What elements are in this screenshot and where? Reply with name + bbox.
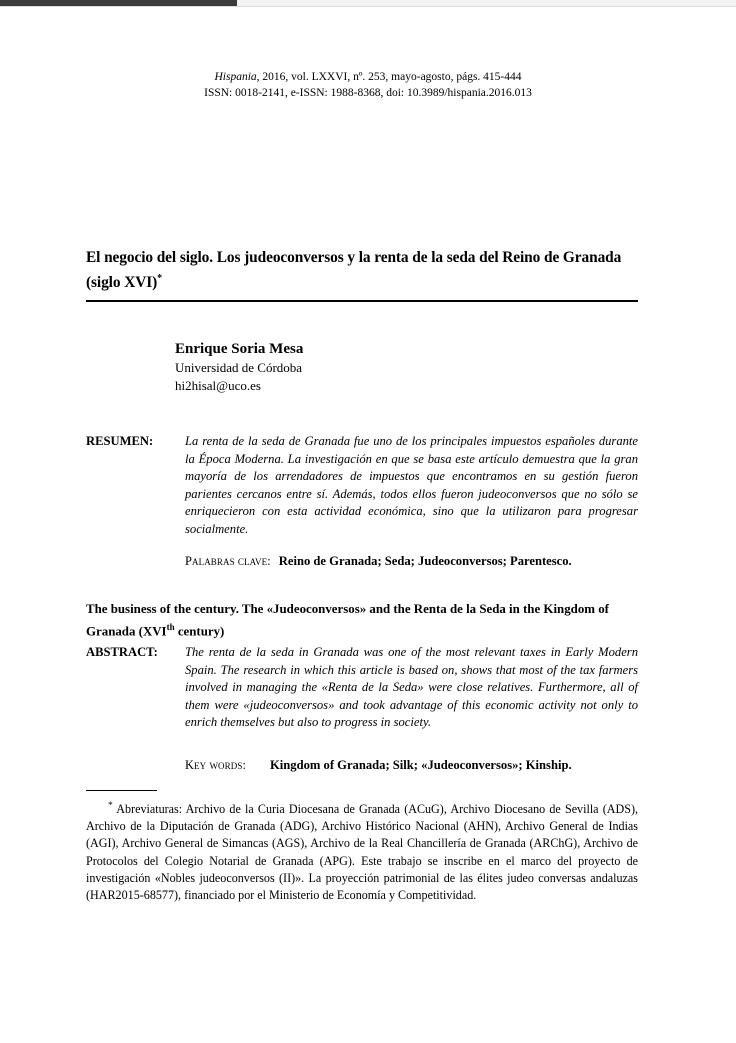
footnote-block <box>86 798 638 904</box>
key-words-label: Key words: <box>185 758 246 772</box>
journal-citation-line <box>0 69 736 85</box>
abstract-label: ABSTRACT: <box>86 645 158 659</box>
footnote-text: Abreviaturas: Archivo de la Curia Diocesana de Granada (ACuG), Archivo Diocesano de Sevilla (ADS), Archivo de la Diputación de Granada (ADG), Archivo Histórico Nacional (AHN), Archivo General de Indias (AGI), Archivo General de Simancas (AGS), Archivo de la Real Chancillería de Granada (ARChG), Archivo de Protocolos del Colegio Notarial de Granada (APG). Este trabajo se inscribe en el marco del proyecto de investigación «Nobles judeoconversos (II)». La proyección patrimonial de las élites judeo conversas andaluzas (HAR2015-68577), financiado por el Ministerio de Economía y Competitividad. <box>86 802 638 903</box>
scrollbar-thumb[interactable] <box>0 0 237 6</box>
resumen-label: RESUMEN: <box>86 434 154 448</box>
author-email[interactable]: hi2hisal@uco.es <box>175 378 261 393</box>
footnote-divider <box>86 790 157 791</box>
abstract-row <box>86 644 638 732</box>
horizontal-scrollbar[interactable] <box>0 0 736 7</box>
english-title <box>86 600 638 640</box>
english-title-part1: The business of the century. The «Judeoconversos» and the Renta de la Seda in the Kingdom of Granada (XVI <box>86 602 609 639</box>
english-title-block <box>86 600 638 640</box>
title-block <box>86 247 638 302</box>
resumen-text: La renta de la seda de Granada fue uno de los principales impuestos españoles durante la Época Moderna. La investigación en que se basa este artículo demuestra que la gran mayoría de los arrendadores de impuestos que encontramos en su gestión fueron parientes cercanos entre sí. Además, todos ellos fueron judeoconversos que no sólo se enriquecieron con esta actividad económica, sino que la utilizaron para progresar socialmente. <box>185 434 638 536</box>
author-affiliation: Universidad de Córdoba <box>175 360 303 375</box>
palabras-clave-text: Reino de Granada; Seda; Judeoconversos; Parentesco. <box>278 554 572 568</box>
document-page <box>0 7 736 1043</box>
english-title-part2: century) <box>174 624 225 639</box>
key-words-row <box>185 757 638 774</box>
title-divider <box>86 300 638 302</box>
journal-citation-rest: , 2016, vol. LXXVI, nº. 253, mayo-agosto, págs. 415-444 <box>256 71 522 83</box>
resumen-row <box>86 433 638 539</box>
article-title-text: El negocio del siglo. Los judeoconversos y la renta de la seda del Reino de Granada (siglo XVI) <box>86 249 622 292</box>
key-words-text: Kingdom of Granada; Silk; «Judeoconversos»; Kinship. <box>270 758 572 772</box>
author-block <box>175 339 303 395</box>
english-title-superscript: th <box>166 622 175 632</box>
journal-header <box>0 69 736 101</box>
title-footnote-marker: * <box>157 273 163 284</box>
footnote-marker: * <box>108 801 113 811</box>
palabras-clave-label: Palabras clave: <box>185 554 271 568</box>
journal-issn-doi-line: ISSN: 0018-2141, e-ISSN: 1988-8368, doi: 10.3989/hispania.2016.013 <box>204 87 532 99</box>
journal-name: Hispania <box>214 71 257 83</box>
author-name: Enrique Soria Mesa <box>175 341 304 357</box>
page-title <box>86 247 638 293</box>
abstract-text: The renta de la seda in Granada was one of the most relevant taxes in Early Modern Spain. The research in which this article is based on, shows that most of the tax farmers involved in managing the «Renta de la Seda» were close relatives. Furthermore, all of them were «judeoconversos» and took advantage of this economic activity not only to enrich themselves but also to progress in society. <box>185 645 638 730</box>
palabras-clave-row <box>185 553 638 570</box>
